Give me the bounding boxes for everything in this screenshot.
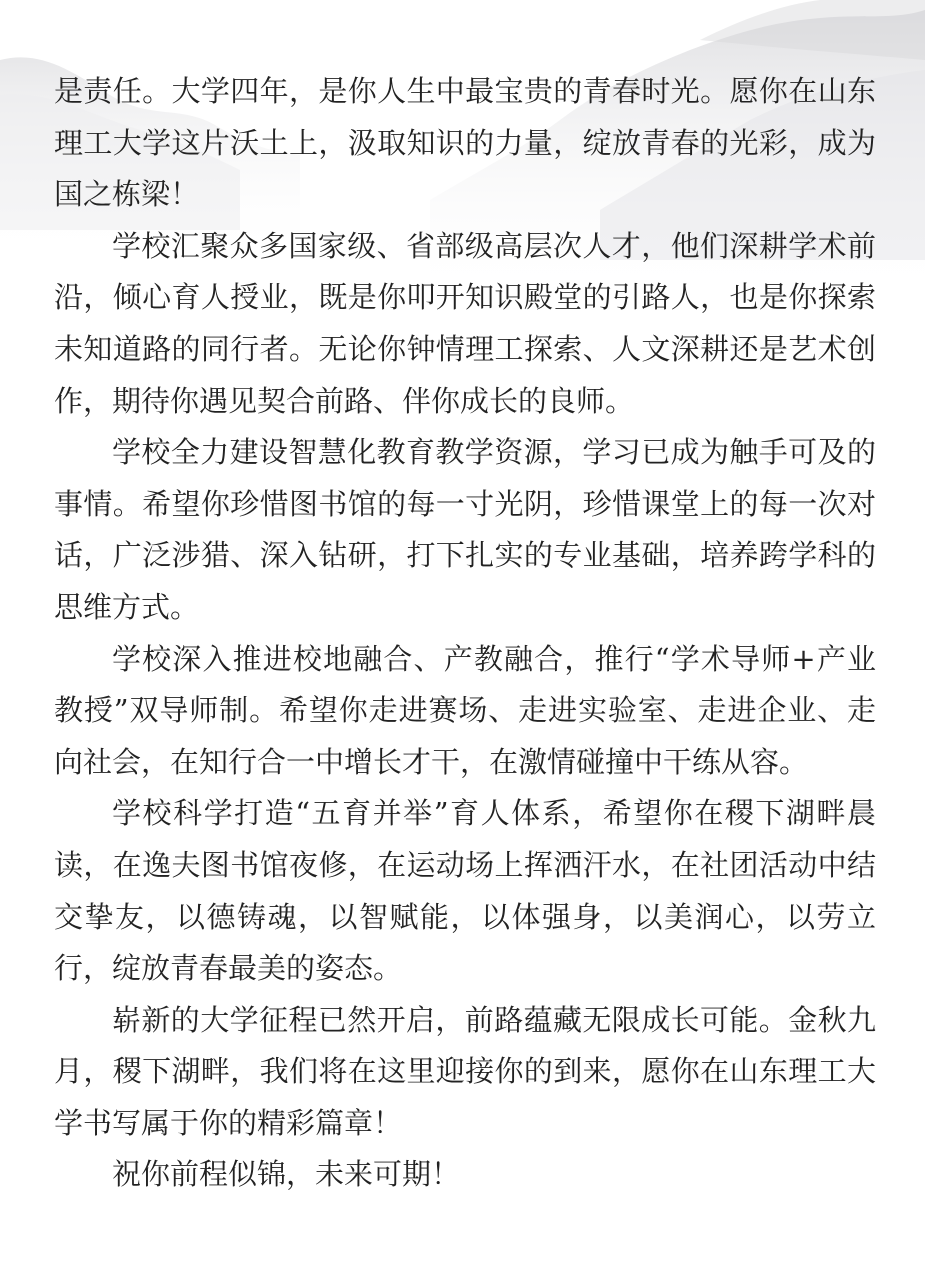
paragraph-five-education: 学校科学打造“五育并举”育人体系，希望你在稷下湖畔晨读，在逸夫图书馆夜修，在运动场上挥洒汗水，在社团活动中结交挚友，以德铸魂，以智赋能，以体强身，以美润心，以劳立行，绽放青春最美的姿态。 xyxy=(54,796,876,986)
paragraph-continuation: 是责任。大学四年，是你人生中最宝贵的青春时光。愿你在山东理工大学这片沃土上，汲取知识的力量，绽放青春的光彩，成为国之栋梁！ xyxy=(54,74,876,212)
paragraph-blessing: 祝你前程似锦，未来可期！ xyxy=(112,1157,461,1192)
paragraph-dual-mentor: 学校深入推进校地融合、产教融合，推行“学术导师+产业教授”双导师制。希望你走进赛场、走进实验室、走进企业、走向社会，在知行合一中增长才干，在激情碰撞中干练从容。 xyxy=(54,641,876,779)
paragraph-learning-resources: 学校全力建设智慧化教育教学资源，学习已成为触手可及的事情。希望你珍惜图书馆的每一寸光阴，珍惜课堂上的每一次对话，广泛涉猎、深入钻研，打下扎实的专业基础，培养跨学科的思维方式。 xyxy=(54,435,876,624)
paragraph-faculty: 学校汇聚众多国家级、省部级高层次人才，他们深耕学术前沿，倾心育人授业，既是你叩开知识殿堂的引路人，也是你探索未知道路的同行者。无论你钟情理工探索、人文深耕还是艺术创作，期待你遇见契合前路、伴你成长的良师。 xyxy=(54,228,876,418)
paragraph-journey: 崭新的大学征程已然开启，前路蕴藏无限成长可能。金秋九月，稷下湖畔，我们将在这里迎接你的到来，愿你在山东理工大学书写属于你的精彩篇章！ xyxy=(54,1002,876,1140)
letter-body xyxy=(54,66,876,1201)
